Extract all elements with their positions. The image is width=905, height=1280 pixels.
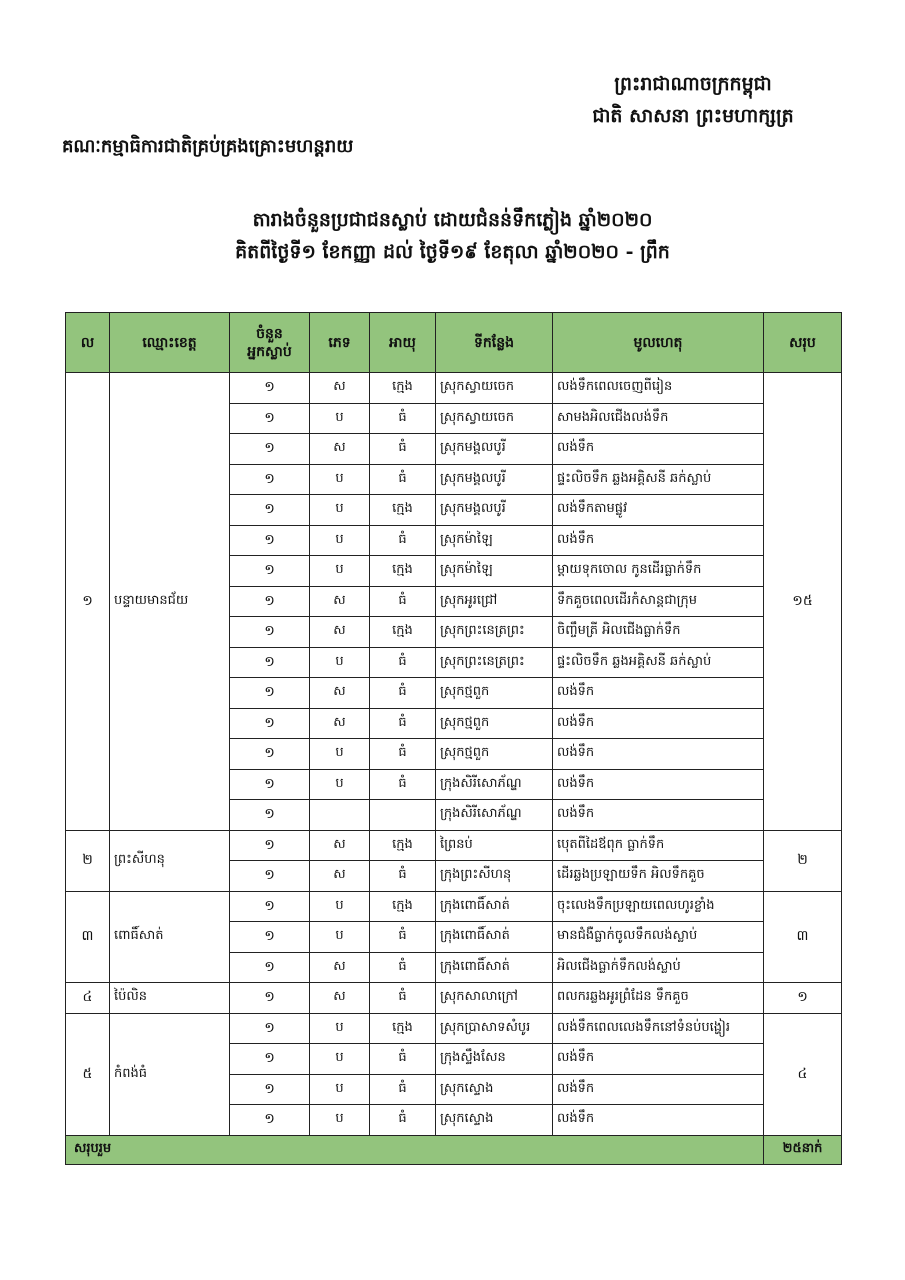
cause-cell: លង់ទឹក [553, 739, 764, 770]
sex-cell: ប [310, 647, 370, 678]
place-cell: ក្រុងពោធិ៍សាត់ [436, 952, 553, 983]
place-cell: ស្រុកស្ទោង [436, 1105, 553, 1136]
cause-cell: លង់ទឹក [553, 708, 764, 739]
cause-cell: មានជំងឺធ្លាក់ចូលទឹកលង់ស្លាប់ [553, 922, 764, 953]
age-cell: ធំ [370, 525, 436, 556]
place-cell: ស្រុកម៉ាឡៃ [436, 556, 553, 587]
place-cell: ក្រុងស្ទឹងសែន [436, 1044, 553, 1075]
table-row [66, 1013, 842, 1044]
cause-cell: ផ្ទះលិចទឹក ឆ្លងអគ្គិសនី ឆក់ស្លាប់ [553, 647, 764, 678]
header-deaths-line2: អ្នកស្លាប់ [247, 343, 292, 360]
document-subtitle: គិតពីថ្ងៃទី១ ខែកញ្ញា ដល់ ថ្ងៃទី១៩ ខែតុលា ឆ្នាំ២០២០ - ព្រឹក [235, 241, 670, 263]
death-count-cell: ១ [230, 769, 310, 800]
sex-cell: ប [310, 769, 370, 800]
age-cell: ធំ [370, 739, 436, 770]
age-cell: ធំ [370, 983, 436, 1014]
sex-cell: ប [310, 739, 370, 770]
place-cell: ស្រុកអូរជ្រៅ [436, 586, 553, 617]
sex-cell: ប [310, 525, 370, 556]
header-province: ឈ្មោះខេត្ត [110, 313, 230, 373]
province-name-cell: កំពង់ធំ [110, 1013, 230, 1135]
kingdom-header [543, 68, 843, 132]
place-cell: ស្រុកស្វាយចេក [436, 403, 553, 434]
age-cell: ធំ [370, 464, 436, 495]
place-cell: ស្រុកថ្មពួក [436, 678, 553, 709]
death-count-cell: ១ [230, 434, 310, 465]
place-cell: ព្រៃនប់ [436, 830, 553, 861]
place-cell: ស្រុកស្វាយចេក [436, 373, 553, 404]
sex-cell: ស [310, 708, 370, 739]
age-cell: ធំ [370, 403, 436, 434]
place-cell: ស្រុកថ្មពួក [436, 708, 553, 739]
death-count-cell: ១ [230, 1013, 310, 1044]
death-count-cell: ១ [230, 1074, 310, 1105]
age-cell: ក្មេង [370, 556, 436, 587]
place-cell: ស្រុកមង្គលបូរី [436, 434, 553, 465]
cause-cell: បេុតពីដៃឪពុក ធ្លាក់ទឹក [553, 830, 764, 861]
death-count-cell: ១ [230, 800, 310, 831]
death-count-cell: ១ [230, 952, 310, 983]
group-number-cell: ៣ [66, 891, 110, 983]
death-count-cell: ១ [230, 525, 310, 556]
province-name-cell: ព្រះសីហនុ [110, 830, 230, 891]
group-total-cell: ៣ [764, 891, 842, 983]
cause-cell: ទឹកគួចពេលដើរកំសាន្តជាក្រុម [553, 586, 764, 617]
table-row [66, 891, 842, 922]
cause-cell: លង់ទឹកពេលចេញពីរៀន [553, 373, 764, 404]
national-motto: ជាតិ សាសនា ព្រះមហាក្សត្រ [592, 105, 794, 127]
age-cell: ក្មេង [370, 891, 436, 922]
sex-cell: ស [310, 617, 370, 648]
cause-cell: លង់ទឹក [553, 678, 764, 709]
group-total-cell: ១៥ [764, 373, 842, 831]
header-total: សរុប [764, 313, 842, 373]
place-cell: ក្រុងព្រះសីហនុ [436, 861, 553, 892]
table-row [66, 373, 842, 404]
group-number-cell: ១ [66, 373, 110, 831]
death-count-cell: ១ [230, 708, 310, 739]
sex-cell: ប [310, 1105, 370, 1136]
sex-cell: ប [310, 1013, 370, 1044]
death-count-cell: ១ [230, 861, 310, 892]
age-cell: ធំ [370, 922, 436, 953]
sex-cell: ស [310, 983, 370, 1014]
place-cell: ស្រុកមង្គលបូរី [436, 495, 553, 526]
sex-cell: ប [310, 891, 370, 922]
cause-cell: ពលករឆ្លងអូរព្រំដែន ទឹកគួច [553, 983, 764, 1014]
place-cell: ស្រុកម៉ាឡៃ [436, 525, 553, 556]
place-cell: ក្រុងសិរីសោភ័ណ្ឌ [436, 769, 553, 800]
death-count-cell: ១ [230, 891, 310, 922]
death-count-cell: ១ [230, 647, 310, 678]
sex-cell: ប [310, 1044, 370, 1075]
header-no: ល [66, 313, 110, 373]
group-total-cell: ១ [764, 983, 842, 1014]
sex-cell: ស [310, 434, 370, 465]
death-count-cell: ១ [230, 373, 310, 404]
table-row [66, 830, 842, 861]
group-number-cell: ២ [66, 830, 110, 891]
group-total-cell: ២ [764, 830, 842, 891]
age-cell: ក្មេង [370, 617, 436, 648]
group-number-cell: ៥ [66, 1013, 110, 1135]
table-body [66, 373, 842, 1136]
death-count-cell: ១ [230, 556, 310, 587]
age-cell [370, 800, 436, 831]
deaths-table [65, 312, 842, 1165]
place-cell: ស្រុកថ្មពួក [436, 739, 553, 770]
age-cell: ធំ [370, 1044, 436, 1075]
cause-cell: លង់ទឹកពេលលេងទឹកនៅទំនប់បង្ហៀរ [553, 1013, 764, 1044]
cause-cell: ចុះលេងទឹកប្រឡាយពេលហូរខ្លាំង [553, 891, 764, 922]
age-cell: ធំ [370, 861, 436, 892]
death-count-cell: ១ [230, 617, 310, 648]
grand-total-value: ២៥នាក់ [764, 1135, 842, 1164]
cause-cell: ផ្ទះលិចទឹក ឆ្លងអគ្គិសនី ឆក់ស្លាប់ [553, 464, 764, 495]
table-row [66, 983, 842, 1014]
death-count-cell: ១ [230, 464, 310, 495]
cause-cell: ម្ដាយទុកចោល កូនដើរធ្លាក់ទឹក [553, 556, 764, 587]
death-count-cell: ១ [230, 495, 310, 526]
cause-cell: ចិញ្ចឹមត្រី អិលជើងធ្លាក់ទឹក [553, 617, 764, 648]
cause-cell: លង់ទឹក [553, 1044, 764, 1075]
header-cause: មូលហេតុ [553, 313, 764, 373]
death-count-cell: ១ [230, 739, 310, 770]
place-cell: ស្រុកព្រះនេត្រព្រះ [436, 647, 553, 678]
group-number-cell: ៤ [66, 983, 110, 1014]
grand-total-row [66, 1135, 842, 1164]
document-title: តារាងចំនួនប្រជាជនស្លាប់ ដោយជំនន់ទឹកភ្លៀង ឆ្នាំ២០២០ [252, 209, 653, 231]
sex-cell: ស [310, 586, 370, 617]
place-cell: ស្រុកប្រាសាទសំបូរ [436, 1013, 553, 1044]
death-count-cell: ១ [230, 922, 310, 953]
cause-cell: លង់ទឹក [553, 1074, 764, 1105]
age-cell: ធំ [370, 586, 436, 617]
sex-cell: ប [310, 922, 370, 953]
cause-cell: លង់ទឹក [553, 800, 764, 831]
committee-name: គណៈកម្មាធិការជាតិគ្រប់គ្រងគ្រោះមហន្តរាយ [62, 136, 354, 157]
place-cell: ក្រុងសិរីសោភ័ណ្ឌ [436, 800, 553, 831]
death-count-cell: ១ [230, 403, 310, 434]
place-cell: ក្រុងពោធិ៍សាត់ [436, 891, 553, 922]
death-count-cell: ១ [230, 1105, 310, 1136]
age-cell: ក្មេង [370, 373, 436, 404]
header-place: ទីកន្លែង [436, 313, 553, 373]
cause-cell: លង់ទឹកតាមផ្លូវ [553, 495, 764, 526]
place-cell: ស្រុកស្ទោង [436, 1074, 553, 1105]
age-cell: ក្មេង [370, 1013, 436, 1044]
age-cell: ធំ [370, 769, 436, 800]
sex-cell: ស [310, 830, 370, 861]
age-cell: ក្មេង [370, 830, 436, 861]
sex-cell: ស [310, 373, 370, 404]
cause-cell: លង់ទឹក [553, 525, 764, 556]
age-cell: ធំ [370, 1105, 436, 1136]
sex-cell [310, 800, 370, 831]
sex-cell: ប [310, 1074, 370, 1105]
age-cell: ធំ [370, 647, 436, 678]
death-count-cell: ១ [230, 678, 310, 709]
sex-cell: ស [310, 861, 370, 892]
sex-cell: ប [310, 464, 370, 495]
age-cell: ធំ [370, 952, 436, 983]
header-sex: ភេទ [310, 313, 370, 373]
age-cell: ធំ [370, 434, 436, 465]
group-total-cell: ៤ [764, 1013, 842, 1135]
cause-cell: លង់ទឹក [553, 434, 764, 465]
cause-cell: លង់ទឹក [553, 1105, 764, 1136]
sex-cell: ប [310, 556, 370, 587]
province-name-cell: ពោធិ៍សាត់ [110, 891, 230, 983]
header-deaths-line1: ចំនួន [256, 325, 283, 342]
place-cell: ស្រុកមង្គលបូរី [436, 464, 553, 495]
province-name-cell: បន្ទាយមានជ័យ [110, 373, 230, 831]
sex-cell: ស [310, 952, 370, 983]
place-cell: ស្រុកសាលាក្រៅ [436, 983, 553, 1014]
death-count-cell: ១ [230, 1044, 310, 1075]
place-cell: ស្រុកព្រះនេត្រព្រះ [436, 617, 553, 648]
cause-cell: ដើរឆ្លងប្រឡាយទឹក អិលទឹកគួច [553, 861, 764, 892]
cause-cell: អិលជើងធ្លាក់ទឹកលង់ស្លាប់ [553, 952, 764, 983]
age-cell: ធំ [370, 708, 436, 739]
death-count-cell: ១ [230, 830, 310, 861]
death-count-cell: ១ [230, 983, 310, 1014]
cause-cell: លង់ទឹក [553, 769, 764, 800]
death-count-cell: ១ [230, 586, 310, 617]
kingdom-name: ព្រះរាជាណាចក្រកម្ពុជា [614, 73, 772, 95]
age-cell: ក្មេង [370, 495, 436, 526]
sex-cell: ប [310, 403, 370, 434]
age-cell: ធំ [370, 678, 436, 709]
document-title-block [0, 204, 905, 268]
table-header-row [66, 313, 842, 373]
province-name-cell: ប៉ៃលិន [110, 983, 230, 1014]
sex-cell: ស [310, 678, 370, 709]
sex-cell: ប [310, 495, 370, 526]
header-deaths [230, 313, 310, 373]
header-age: អាយុ [370, 313, 436, 373]
age-cell: ធំ [370, 1074, 436, 1105]
place-cell: ក្រុងពោធិ៍សាត់ [436, 922, 553, 953]
grand-total-label: សរុបរួម [66, 1135, 764, 1164]
cause-cell: សាមងអិលជើងលង់ទឹក [553, 403, 764, 434]
